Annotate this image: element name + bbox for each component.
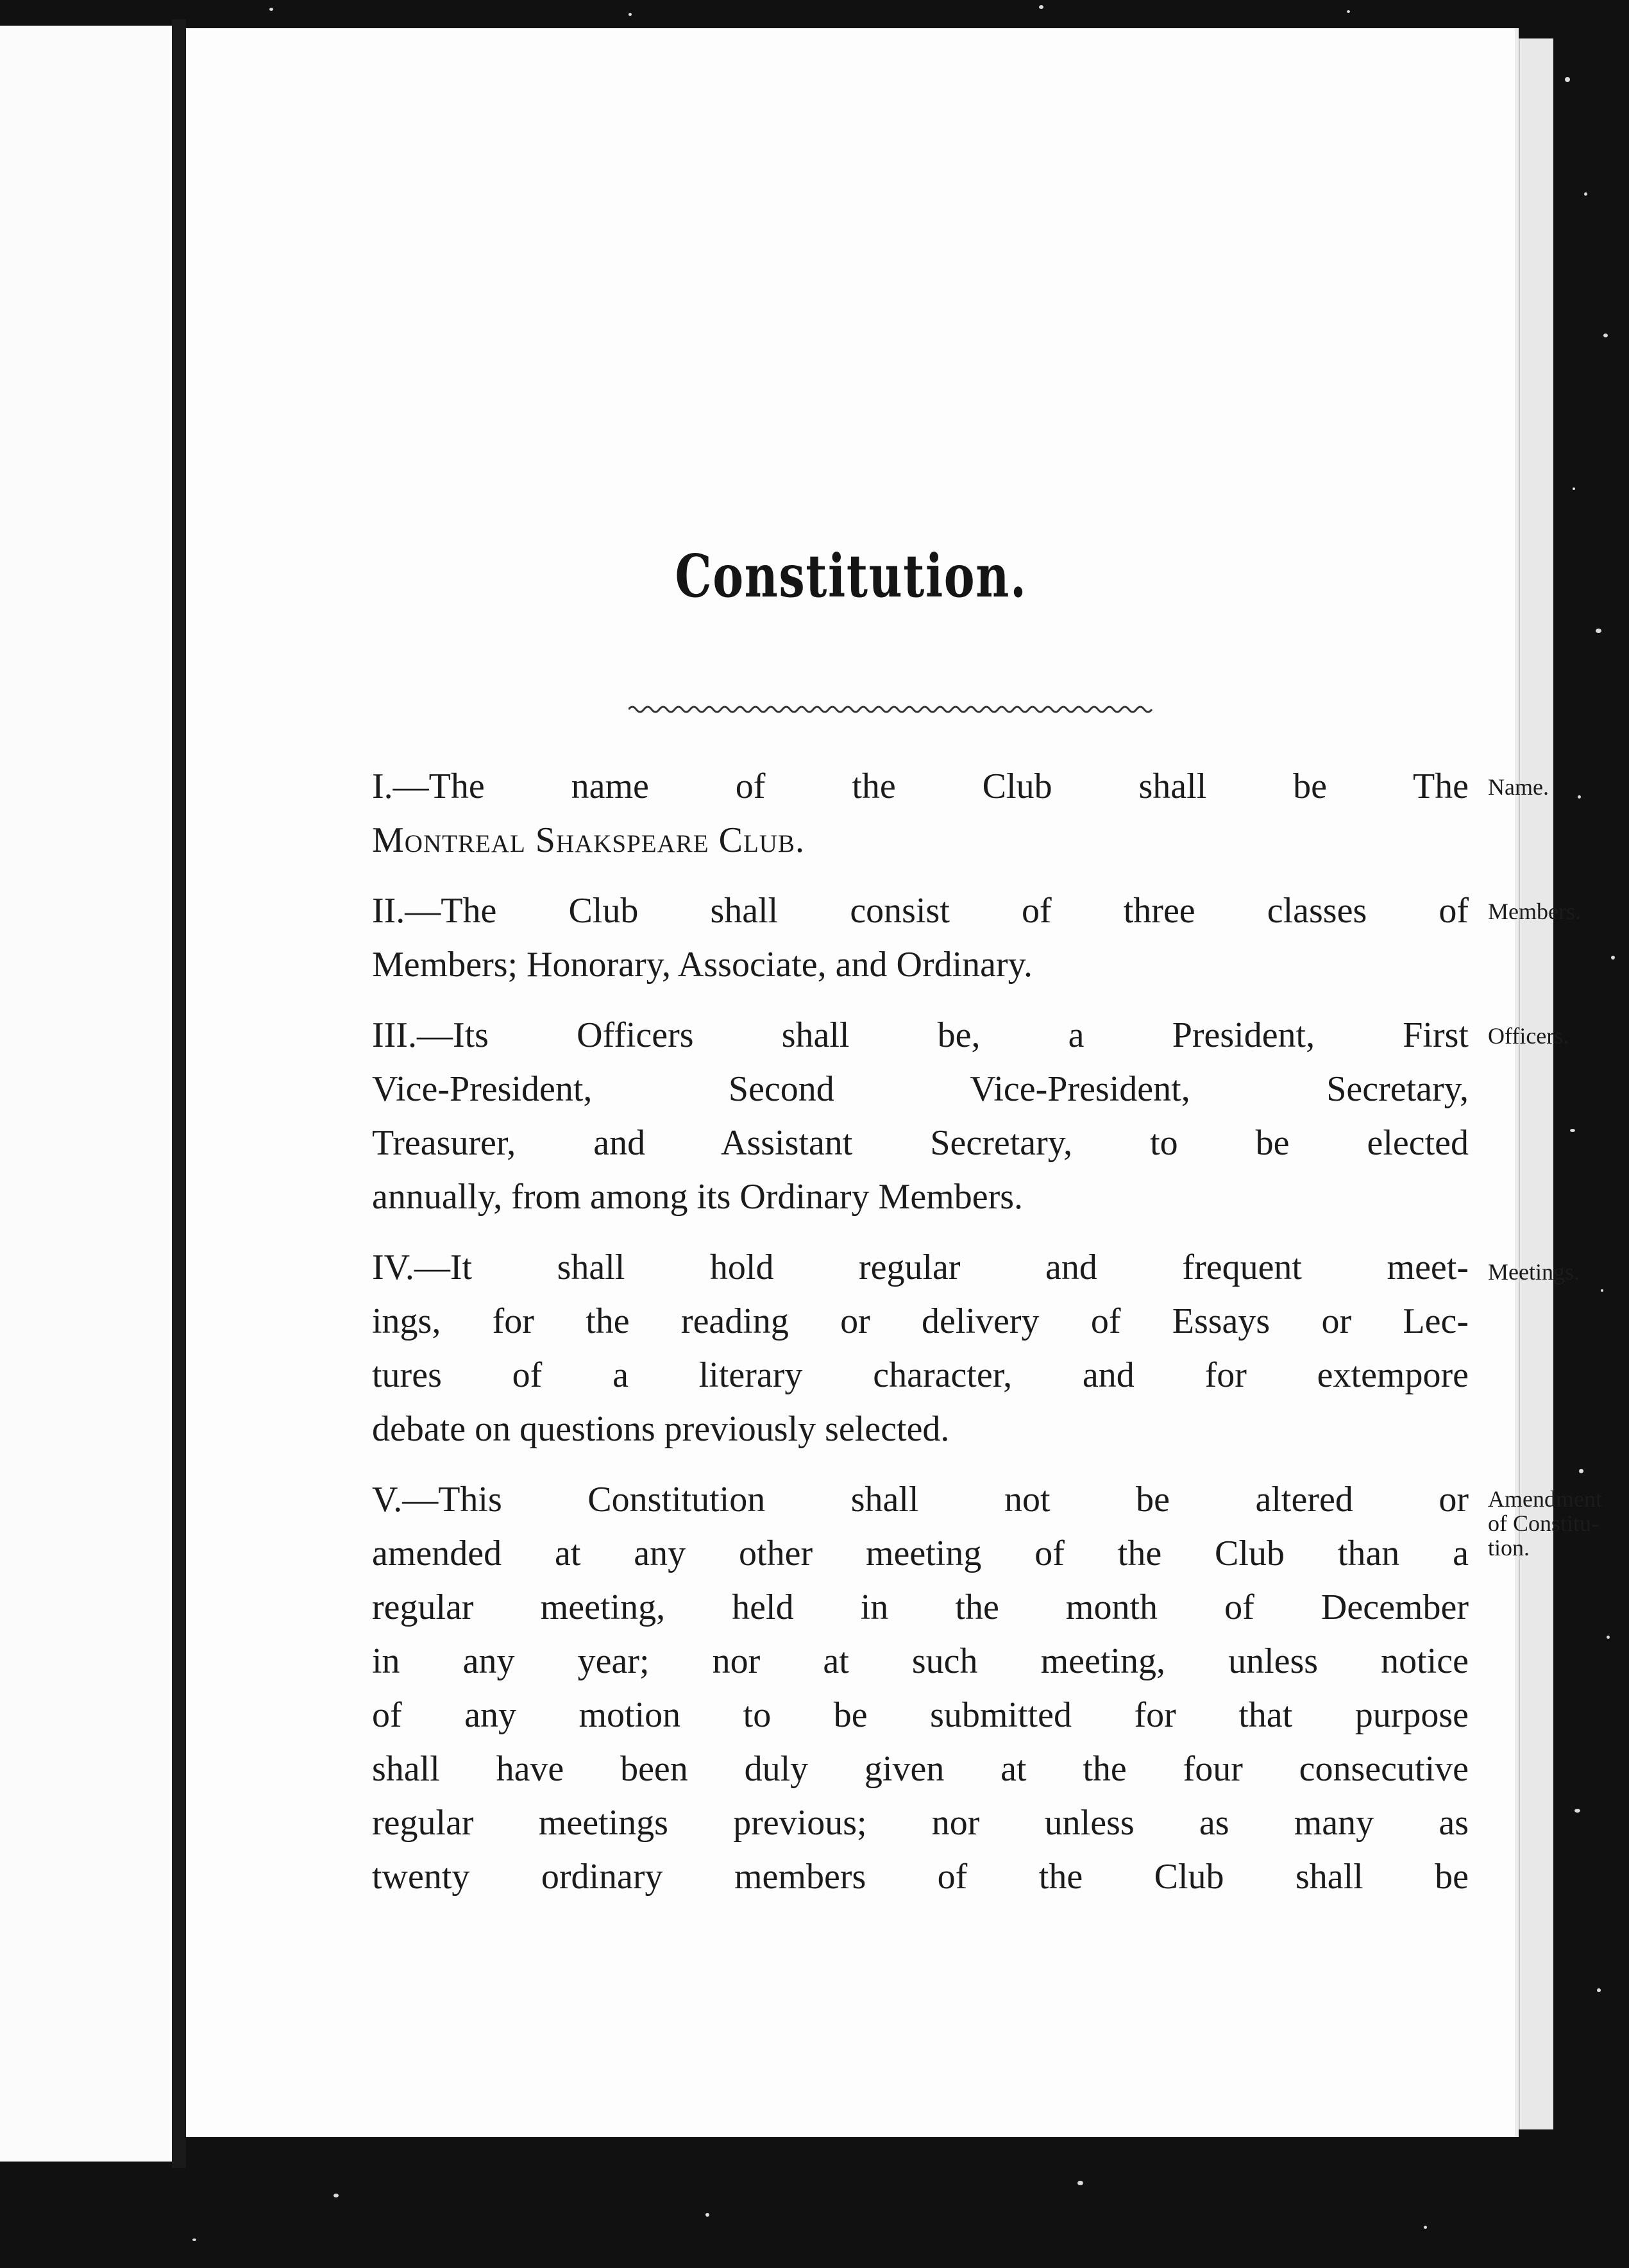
margin-note-name — [1488, 775, 1549, 799]
margin-note-line: Meetings. — [1488, 1259, 1580, 1285]
article-line: debate on questions previously selected. — [372, 1409, 950, 1449]
article-line: ings, for the reading or delivery of Essays or Lec- — [372, 1301, 1469, 1341]
article-line: regular meeting, held in the month of December — [372, 1587, 1469, 1627]
article-line: in any year; nor at such meeting, unless notice — [372, 1641, 1469, 1681]
article-i — [372, 759, 1469, 867]
article-ii — [372, 884, 1469, 992]
left-page — [0, 26, 173, 2162]
article-line: annually, from among its Ordinary Members. — [372, 1177, 1024, 1217]
article-line: Treasurer, and Assistant Secretary, to be elected — [372, 1123, 1469, 1163]
article-line: IV.—It shall hold regular and frequent meet- — [372, 1248, 1469, 1287]
margin-note-members — [1488, 899, 1581, 924]
article-line: amended at any other meeting of the Club than a — [372, 1534, 1469, 1573]
ornamental-wavy-rule — [629, 703, 1174, 716]
article-line: III.—Its Officers shall be, a President, First — [372, 1015, 1469, 1055]
article-line: Montreal Shakspeare Club. — [372, 820, 805, 860]
book-gutter — [172, 19, 186, 2168]
article-line: Vice-President, Second Vice-President, Secretary, — [372, 1069, 1469, 1109]
article-line: V.—This Constitution shall not be altered or — [372, 1480, 1469, 1519]
margin-note-officers — [1488, 1024, 1569, 1048]
article-iv — [372, 1240, 1469, 1456]
right-page — [186, 28, 1602, 2137]
article-line: Members; Honorary, Associate, and Ordinary. — [372, 945, 1033, 985]
margin-note-line: Name. — [1488, 774, 1549, 800]
page-heading: Constitution. — [675, 541, 1027, 611]
article-iii — [372, 1008, 1469, 1224]
page-edge — [1519, 38, 1553, 2129]
article-line: twenty ordinary members of the Club shall be — [372, 1857, 1469, 1897]
article-line: II.—The Club shall consist of three classes of — [372, 891, 1469, 931]
article-line: shall have been duly given at the four consecutive — [372, 1749, 1469, 1789]
article-line: tures of a literary character, and for extempore — [372, 1355, 1469, 1395]
margin-note-line: tion. — [1488, 1535, 1530, 1561]
margin-note-line: Officers. — [1488, 1023, 1569, 1049]
article-line: regular meetings previous; nor unless as many as — [372, 1803, 1469, 1843]
margin-note-line: of Constitu- — [1488, 1511, 1599, 1536]
margin-note-amendment — [1488, 1487, 1602, 1560]
margin-note-meetings — [1488, 1260, 1580, 1284]
margin-note-line: Amendment — [1488, 1486, 1602, 1512]
margin-note-line: Members. — [1488, 899, 1581, 924]
article-line: of any motion to be submitted for that purpose — [372, 1695, 1469, 1735]
article-v — [372, 1473, 1469, 1904]
article-line: I.—The name of the Club shall be The — [372, 766, 1469, 806]
